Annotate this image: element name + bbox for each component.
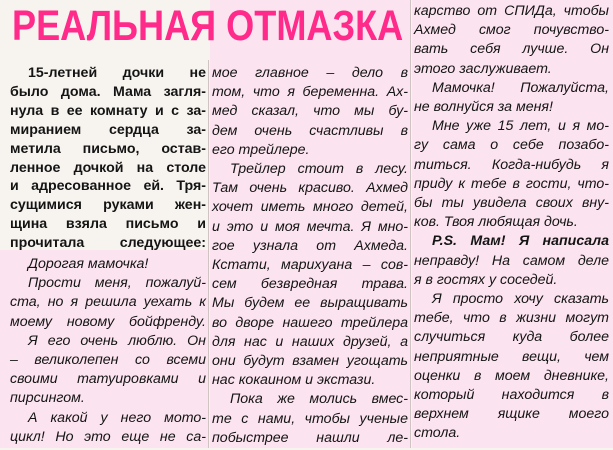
text-line: во дворе нашего трейлера	[212, 314, 408, 331]
text-line: для нас и наших друзей, а	[212, 333, 408, 350]
text-line: карство от СПИДа, чтобы	[414, 3, 609, 19]
text-line: ков. Твоя любящая дочь.	[414, 214, 578, 231]
text-line: я в гостях у соседей.	[414, 271, 558, 288]
text-line: хочет иметь много детей,	[212, 199, 408, 216]
text-line: нас кокаином и экстази.	[212, 372, 376, 389]
article-title: РЕАЛЬНАЯ ОТМАЗКА	[12, 2, 404, 50]
text-line: случиться куда более	[414, 329, 609, 346]
text-line: гое узнала от Ахмеда.	[212, 237, 408, 254]
text-line: гу сама о себе позабо-	[414, 137, 609, 154]
text-line: Мамочка! Пожалуйста,	[432, 79, 609, 96]
text-line: Мне уже 15 лет, и я мо-	[432, 118, 609, 135]
column-3	[414, 0, 609, 450]
text-line: Дорогая мамочка!	[28, 256, 149, 273]
text-line: его трейлере.	[212, 141, 310, 158]
text-line: моему новому бойфренду.	[10, 313, 206, 330]
text-line: Кстати, марихуана – сов-	[212, 257, 408, 274]
text-line: верхнем ящике моего	[414, 406, 609, 423]
text-line: пирсингом.	[10, 390, 85, 407]
text-line: Ахмед смог почувство-	[414, 22, 609, 39]
text-line: не волнуйся за меня!	[414, 99, 553, 116]
text-line: Там очень красиво. Ахмед	[212, 180, 408, 197]
text-line: те с нами, чтобы ученые	[212, 410, 408, 427]
text-line: щина взяла письмо и	[10, 216, 206, 233]
text-line: этого заслуживает.	[414, 60, 552, 77]
text-line: тебе, что в жизни могут	[414, 310, 609, 327]
text-line: своими татуировками и	[10, 371, 206, 388]
text-line: Мы будем ее выращивать	[212, 295, 408, 312]
text-line: сущимися руками жен-	[10, 197, 206, 214]
text-line: побыстрее нашли ле-	[212, 429, 408, 446]
lead-paragraph	[10, 64, 206, 253]
text-line: Я просто хочу сказать	[432, 291, 609, 308]
text-line: и адресованное ей. Тря-	[10, 178, 206, 195]
text-line: Пока же молись вмес-	[230, 391, 408, 408]
text-line: Трейлер стоит в лесу.	[230, 161, 408, 178]
text-line: оценки в моем дневнике,	[414, 367, 609, 384]
column-2	[212, 64, 408, 448]
text-line: неприятные вещи, чем	[414, 348, 609, 365]
text-line: было дома. Мама загля-	[10, 83, 206, 100]
text-line: стола.	[414, 425, 461, 442]
text-line: сем безвредная трава.	[212, 276, 408, 293]
text-line: – великолепен со всеми	[10, 352, 206, 369]
text-line: том, что я беременна. Ах-	[212, 84, 408, 101]
text-line: ленное дочкой на столе	[10, 159, 206, 176]
text-line: дем очень счастливы в	[212, 122, 408, 139]
text-line: прочитала следующее:	[10, 235, 206, 252]
letter-text	[10, 255, 206, 447]
text-line: цикл! Но это еще не са-	[10, 428, 206, 445]
text-line: приду к тебе в гости, что-	[414, 175, 609, 192]
column-divider	[208, 60, 209, 448]
ps-line	[414, 232, 609, 251]
text-line: они будут взамен угощать	[212, 353, 408, 370]
text-line: 15-летней дочки не	[28, 65, 206, 81]
text-line: бы ты увидела своих вну-	[414, 195, 609, 212]
text-line: Я его очень люблю. Он	[28, 332, 206, 349]
column-1	[10, 64, 206, 447]
text-line: ста, но я решила уехать к	[10, 294, 206, 311]
text-line: вать себя лучше. Он	[414, 41, 609, 58]
text-line: мед сказал, что мы бу-	[212, 103, 408, 120]
text-line: метила письмо, остав-	[10, 140, 206, 157]
text-line: нула в ее комнату и с за-	[10, 102, 206, 119]
text-line: который находится в	[414, 387, 609, 404]
text-line: P.S. Мам! Я написала	[432, 233, 609, 250]
text-line: и это и моя мечта. Я мно-	[212, 218, 408, 235]
text-line: титься. Когда-нибудь я	[414, 156, 609, 173]
text-line: мое главное – дело в	[212, 65, 408, 81]
text-line: Прости меня, пожалуй-	[28, 275, 206, 292]
text-line: А какой у него мото-	[28, 409, 206, 426]
column-divider	[410, 0, 411, 448]
text-line: миранием сердца за-	[10, 121, 206, 138]
text-line: неправду! На самом деле	[414, 252, 609, 269]
